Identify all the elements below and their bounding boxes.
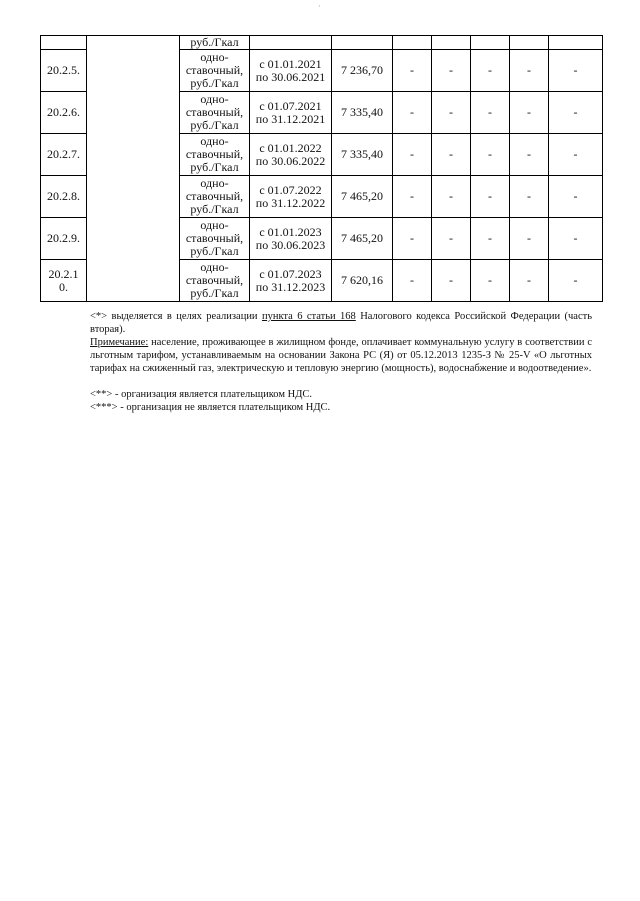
dash-cell: -: [432, 176, 471, 218]
price-cell: 7 465,20: [332, 218, 393, 260]
row-number-cell: 20.2.7.: [41, 134, 87, 176]
tariff-kind-cell-line: одно-: [200, 218, 229, 232]
footnote-vat-payer: <**> - организация является плательщиком НДС.: [90, 389, 312, 400]
period-cell-line: с 01.07.2022: [259, 182, 322, 197]
row-number-cell: 20.2.6.: [41, 92, 87, 134]
remark-label: Примечание:: [90, 337, 149, 348]
tariff-kind-cell-line: ставочный,: [185, 63, 244, 77]
tariff-kind-cell-line: руб./Гкал: [190, 160, 239, 174]
footnote-text: <*> выделяется в целях реализации: [90, 311, 262, 322]
period-cell-line: с 01.01.2022: [259, 140, 322, 155]
period-cell: [250, 50, 332, 92]
tariff-kind-cell-line: одно-: [200, 134, 229, 148]
row-number-cell: [41, 36, 87, 50]
dash-cell: [393, 36, 432, 50]
period-cell-line: с 01.07.2021: [259, 98, 322, 113]
tax-code-link[interactable]: пункта 6 статьи 168: [261, 311, 356, 322]
footnote-not-vat-payer: <***> - организация не является плательщиком НДС.: [90, 402, 331, 413]
tariff-kind-cell: [180, 134, 250, 176]
dash-cell: -: [393, 92, 432, 134]
price-cell: 7 335,40: [332, 92, 393, 134]
tariff-kind-cell-line: одно-: [200, 176, 229, 190]
period-cell: [250, 36, 332, 50]
row-number-cell: 20.2.5.: [41, 50, 87, 92]
tariff-kind-cell-line: ставочный,: [185, 189, 244, 203]
row-number-cell-line: 20.2.1: [48, 266, 79, 281]
price-cell: [332, 36, 393, 50]
price-cell: 7 335,40: [332, 134, 393, 176]
tariff-kind-cell-line: одно-: [200, 50, 229, 64]
remark-text: население, проживающее в жилищном фонде, оплачивает коммунальную услугу в соответствии с льготным тарифом, устанавливаемым на основании Закона РС (Я) от 05.12.2013 1235-З № 25-V «О льготных тарифах на сжиженный газ, электрическую и тепловую энергию (мощность), водоснабжение и водоотведение».: [90, 337, 592, 374]
dash-cell: -: [510, 260, 549, 302]
dash-cell: -: [549, 260, 603, 302]
dash-cell: [549, 36, 603, 50]
tariff-kind-cell-line: одно-: [200, 92, 229, 106]
dash-cell: -: [393, 50, 432, 92]
tariff-kind-cell: [180, 92, 250, 134]
dash-cell: -: [549, 134, 603, 176]
footnote-remark: [90, 336, 592, 375]
tariff-kind-cell-line: ставочный,: [185, 105, 244, 119]
dash-cell: -: [432, 260, 471, 302]
dash-cell: -: [471, 176, 510, 218]
dash-cell: -: [432, 92, 471, 134]
dash-cell: -: [549, 50, 603, 92]
dash-cell: -: [510, 92, 549, 134]
tariff-kind-cell: [180, 50, 250, 92]
footnote-text: Налогового кодекса Российской Федерации (часть вторая).: [90, 311, 593, 335]
dash-cell: -: [510, 50, 549, 92]
tariff-kind-cell-line: ставочный,: [185, 231, 244, 245]
period-cell: [250, 92, 332, 134]
tariff-kind-cell-line: руб./Гкал: [190, 244, 239, 258]
row-number-cell: 20.2.9.: [41, 218, 87, 260]
period-cell-line: по 30.06.2021: [255, 69, 326, 84]
period-cell-line: по 31.12.2023: [255, 279, 326, 294]
row-number-cell-line: 0.: [59, 279, 68, 294]
period-cell: [250, 176, 332, 218]
tariff-kind-cell: руб./Гкал: [180, 36, 250, 50]
dash-cell: [510, 36, 549, 50]
dash-cell: -: [471, 134, 510, 176]
tariff-table: [40, 35, 603, 302]
period-cell-line: по 31.12.2022: [255, 195, 326, 210]
dash-cell: -: [510, 176, 549, 218]
dash-cell: [471, 36, 510, 50]
tariff-kind-cell-line: руб./Гкал: [190, 118, 239, 132]
price-cell: 7 620,16: [332, 260, 393, 302]
dash-cell: -: [471, 50, 510, 92]
dash-cell: -: [510, 218, 549, 260]
dash-cell: -: [393, 218, 432, 260]
table-row-continued: [41, 36, 603, 50]
price-cell: 7 465,20: [332, 176, 393, 218]
price-cell: 7 236,70: [332, 50, 393, 92]
footnote-vat-star: [90, 310, 592, 336]
period-cell-line: по 30.06.2022: [255, 153, 326, 168]
dash-cell: -: [393, 134, 432, 176]
period-cell: [250, 134, 332, 176]
period-cell-line: с 01.01.2021: [259, 56, 322, 71]
tariff-kind-cell-line: руб./Гкал: [190, 286, 239, 300]
tariff-kind-cell-line: ставочный,: [185, 147, 244, 161]
footnotes: [90, 310, 592, 414]
dash-cell: -: [471, 92, 510, 134]
tariff-kind-cell-line: ставочный,: [185, 273, 244, 287]
dash-cell: -: [549, 92, 603, 134]
period-cell-line: с 01.01.2023: [259, 224, 322, 239]
dash-cell: [432, 36, 471, 50]
period-cell: [250, 260, 332, 302]
tariff-kind-cell-line: одно-: [200, 260, 229, 274]
dash-cell: -: [432, 218, 471, 260]
period-cell-line: с 01.07.2023: [259, 266, 322, 281]
tariff-kind-cell: [180, 260, 250, 302]
tariff-kind-cell-line: руб./Гкал: [190, 202, 239, 216]
dash-cell: -: [432, 50, 471, 92]
dash-cell: -: [393, 176, 432, 218]
dash-cell: -: [393, 260, 432, 302]
tariff-kind-cell: [180, 176, 250, 218]
period-cell-line: по 30.06.2023: [255, 237, 326, 252]
row-number-cell: [41, 260, 87, 302]
period-cell: [250, 218, 332, 260]
tariff-kind-cell-line: руб./Гкал: [190, 76, 239, 90]
dash-cell: -: [510, 134, 549, 176]
dash-cell: -: [549, 176, 603, 218]
tariff-kind-cell: [180, 218, 250, 260]
merged-name-cell: [87, 36, 180, 302]
dash-cell: -: [471, 218, 510, 260]
dash-cell: -: [549, 218, 603, 260]
dash-cell: -: [432, 134, 471, 176]
scan-mark: ·: [318, 2, 321, 11]
row-number-cell: 20.2.8.: [41, 176, 87, 218]
dash-cell: -: [471, 260, 510, 302]
period-cell-line: по 31.12.2021: [255, 111, 326, 126]
